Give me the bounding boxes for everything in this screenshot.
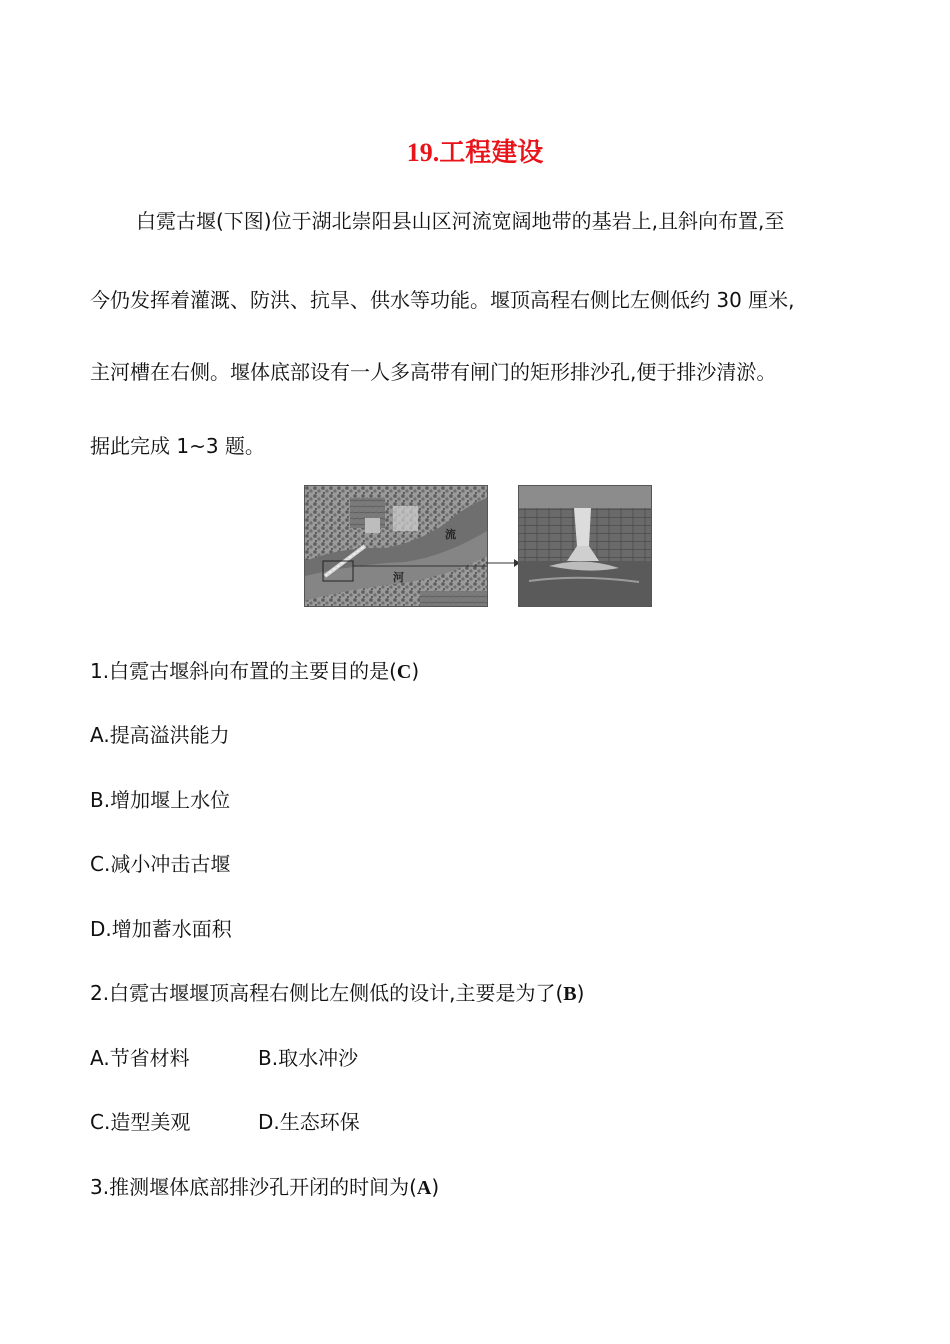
question-2-option-a: A.节省材料 <box>90 1046 190 1070</box>
question-1-stem: 1.白霓古堰斜向布置的主要目的是( <box>90 659 397 683</box>
question-2-answer: B <box>563 983 577 1005</box>
weir-figure <box>304 485 652 607</box>
question-1-answer: C <box>396 661 412 683</box>
question-1-option-a: A.提高溢洪能力 <box>90 723 230 747</box>
question-2-stem: 2.白霓古堰堰顶高程右侧比左侧低的设计,主要是为了( <box>90 981 564 1005</box>
question-1 <box>90 655 419 684</box>
page-title: 19.工程建设 <box>406 138 544 167</box>
aerial-photo <box>304 485 488 607</box>
question-1-option-c: C.减小冲击古堰 <box>90 852 231 876</box>
map-label-river: 河 <box>393 571 404 584</box>
question-2-option-b: B.取水冲沙 <box>258 1046 359 1070</box>
intro-line-3: 主河槽在右侧。堰体底部设有一人多高带有闸门的矩形排沙孔,便于排沙清淤。 <box>90 360 777 384</box>
drain-hole-photo <box>518 485 652 607</box>
map-label-flow: 流 <box>445 528 456 541</box>
intro-line-1: 白霓古堰(下图)位于湖北崇阳县山区河流宽阔地带的基岩上,且斜向布置,至 <box>136 209 785 233</box>
question-1-option-d: D.增加蓄水面积 <box>90 917 232 941</box>
intro-line-4: 据此完成 1~3 题。 <box>90 434 265 458</box>
question-2-option-c: C.造型美观 <box>90 1110 191 1134</box>
question-3-close: ) <box>431 1175 440 1199</box>
question-3-answer: A <box>416 1177 432 1199</box>
question-2-option-d: D.生态环保 <box>258 1110 360 1134</box>
intro-line-2: 今仍发挥着灌溉、防洪、抗旱、供水等功能。堰顶高程右侧比左侧低约 30 厘米, <box>90 288 795 312</box>
question-1-option-b: B.增加堰上水位 <box>90 788 231 812</box>
arrow-connector <box>486 557 520 569</box>
question-1-close: ) <box>411 659 420 683</box>
question-3 <box>90 1171 439 1200</box>
question-2-close: ) <box>576 981 585 1005</box>
aerial-photo-drawing <box>305 486 487 606</box>
question-3-stem: 3.推测堰体底部排沙孔开闭的时间为( <box>90 1175 417 1199</box>
drain-photo-drawing <box>519 486 651 606</box>
question-2 <box>90 977 584 1006</box>
